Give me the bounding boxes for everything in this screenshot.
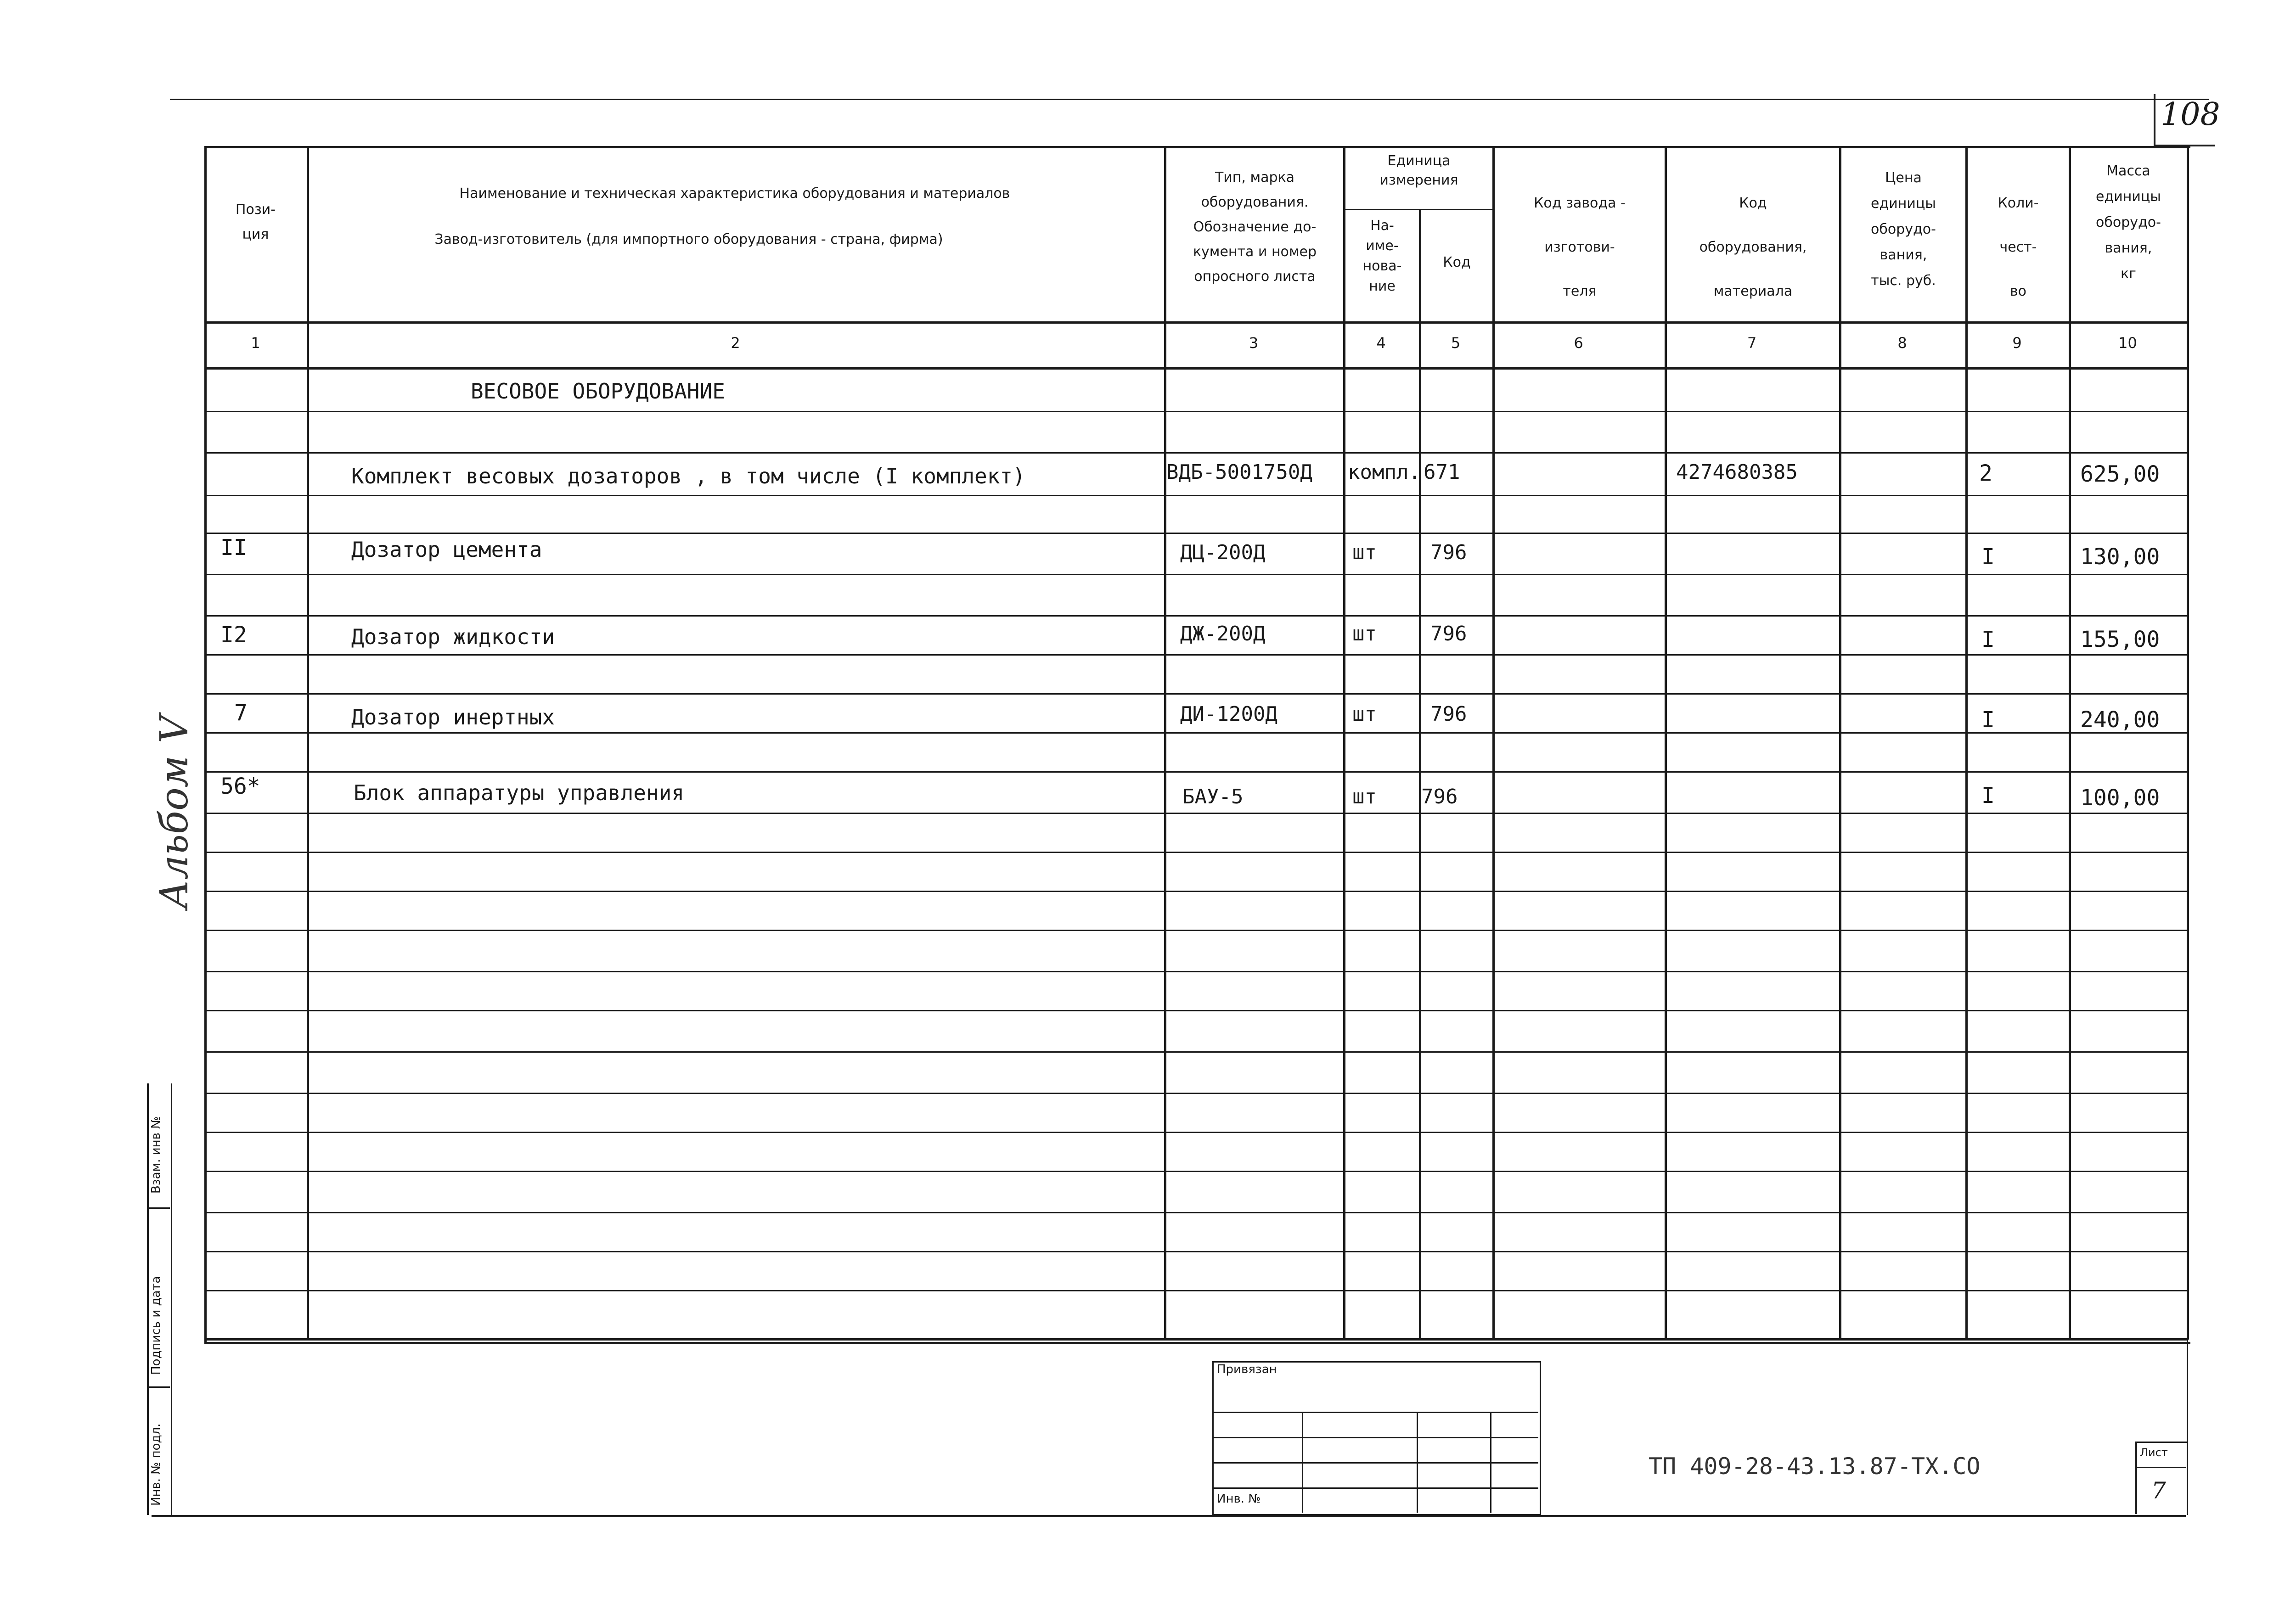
header-bottom-line [204,321,2188,324]
row-4-name: Дозатор инертных [351,705,555,729]
row-2-qty: I [1981,544,1995,570]
row-2-mass: 130,00 [2080,544,2160,570]
sheet-box-divider [2135,1467,2186,1468]
row-1-code: 671 [1424,460,1460,484]
section-title: ВЕСОВОЕ ОБОРУДОВАНИЕ [471,379,725,404]
row-1-equipment-code: 4274680385 [1676,460,1798,484]
header-mass: Масса единицы оборудо- вания, кг [2096,163,2161,282]
row-line [204,1251,2188,1252]
row-4-unit: шт [1352,702,1377,726]
row-1-type: ВДБ-5001750Д [1166,460,1312,484]
row-5-unit: шт [1352,785,1377,808]
col-divider-4 [1419,209,1421,1340]
colnum-8: 8 [1897,334,1907,352]
privyazan-row-line [1212,1437,1538,1438]
privyazan-col-line [1302,1412,1303,1513]
privyazan-block [1212,1361,1541,1515]
unit-group-divider [1343,209,1492,210]
row-4-code: 796 [1430,702,1467,726]
row-line [204,813,2188,814]
header-plant-code: Код завода - изготови- теля [1534,195,1626,299]
left-label-vzam: Взам. инв № [149,1116,163,1194]
col-divider-6 [1665,146,1667,1340]
col-divider-2 [1164,146,1166,1340]
row-1-name: Комплект весовых дозаторов , в том числе (I комплект) [351,464,1025,488]
row-line [204,852,2188,853]
row-4-qty: I [1981,707,1995,733]
row-3-unit: шт [1352,622,1377,645]
privyazan-label: Привязан [1217,1363,1277,1376]
document-code: ТП 409-28-43.13.87-ТХ.СО [1649,1453,1981,1480]
row-line [204,654,2188,656]
row-5-mass: 100,00 [2080,785,2160,811]
row-4-type: ДИ-1200Д [1180,702,1277,726]
colnum-10: 10 [2118,334,2137,352]
row-line [204,891,2188,892]
colnum-4: 4 [1376,334,1386,352]
sheet-label: Лист [2140,1446,2168,1459]
row-line [204,693,2188,695]
row-line [204,574,2188,575]
row-5-type: БАУ-5 [1182,785,1244,808]
row-line [204,411,2188,412]
row-line [204,1171,2188,1172]
row-line [204,495,2188,496]
row-1-mass: 625,00 [2080,461,2160,487]
left-label-inv-podl: Инв. № подл. [149,1423,163,1506]
colnum-2: 2 [731,334,740,352]
col-divider-3 [1343,146,1345,1340]
row-line [204,1290,2188,1291]
row-line [204,452,2188,454]
row-2-code: 796 [1430,541,1467,564]
row-1-unit: компл. [1348,460,1421,484]
left-strip-divider [147,1386,170,1388]
header-quantity: Коли- чест- во [1998,195,2039,299]
equipment-table [204,146,2190,1344]
top-border-line [170,99,2209,100]
row-line [204,533,2188,534]
row-3-code: 796 [1430,622,1467,645]
privyazan-row-line [1212,1462,1538,1464]
colnum-6: 6 [1574,334,1583,352]
row-line [204,615,2188,617]
row-3-qty: I [1981,627,1995,652]
col-divider-9 [2069,146,2071,1340]
header-unit-name: На- име- нова- ние [1362,218,1402,294]
row-3-position: I2 [220,622,247,648]
row-1-qty: 2 [1979,460,1992,486]
row-line [204,1132,2188,1133]
colnum-5: 5 [1451,334,1461,352]
row-4-mass: 240,00 [2080,707,2160,733]
row-5-qty: I [1981,783,1995,808]
row-2-type: ДЦ-200Д [1180,541,1266,564]
colnum-1: 1 [251,334,260,352]
header-name-line1: Наименование и техническая характеристика оборудования и материалов [459,185,1010,202]
row-line [204,971,2188,972]
row-line [204,771,2188,773]
row-line [204,1212,2188,1213]
row-2-position: II [220,535,247,561]
table-bottom-line [204,1338,2188,1341]
col-divider-5 [1492,146,1495,1340]
row-5-position: 56* [220,774,260,799]
row-line [204,930,2188,931]
col-divider-1 [307,146,309,1340]
header-equipment-code: Код оборудования, материала [1699,195,1807,299]
row-line [204,732,2188,734]
row-line [204,1093,2188,1094]
colnum-bottom-line [204,367,2188,370]
row-line [204,1010,2188,1011]
colnum-7: 7 [1747,334,1757,352]
privyazan-row-line [1212,1412,1538,1413]
right-border [2187,146,2189,1340]
privyazan-row-line [1212,1487,1538,1489]
row-3-mass: 155,00 [2080,627,2160,652]
page-number: 108 [2161,96,2220,133]
row-3-type: ДЖ-200Д [1180,622,1266,645]
inv-no-label: Инв. № [1217,1492,1261,1506]
row-5-name: Блок аппаратуры управления [354,780,685,805]
col-divider-7 [1839,146,1841,1340]
colnum-3: 3 [1249,334,1259,352]
left-label-podpis: Подпись и дата [149,1276,163,1375]
album-handwritten-note: Альбом V [152,715,197,909]
header-name-line2: Завод-изготовитель (для импортного оборудования - страна, фирма) [434,231,943,247]
row-2-name: Дозатор цемента [351,537,542,562]
header-unit-group: Единица измерения [1379,153,1458,188]
header-type: Тип, марка оборудования. Обозначение до- кумента и номер опросного листа [1193,169,1317,285]
colnum-9: 9 [2012,334,2022,352]
stamp-bottom-line [152,1515,2186,1517]
row-3-name: Дозатор жидкости [351,624,555,649]
row-2-unit: шт [1352,541,1377,564]
header-unit-code: Код [1443,254,1471,270]
header-price: Цена единицы оборудо- вания, тыс. руб. [1871,170,1936,289]
row-5-code: 796 [1421,785,1458,808]
privyazan-col-line [1417,1412,1418,1513]
privyazan-col-line [1490,1412,1491,1513]
col-divider-8 [1965,146,1968,1340]
row-4-position: 7 [234,700,248,726]
left-strip-divider [147,1207,170,1209]
row-line [204,1051,2188,1053]
sheet-number: 7 [2151,1477,2166,1504]
header-position: Пози- ция [235,202,276,242]
